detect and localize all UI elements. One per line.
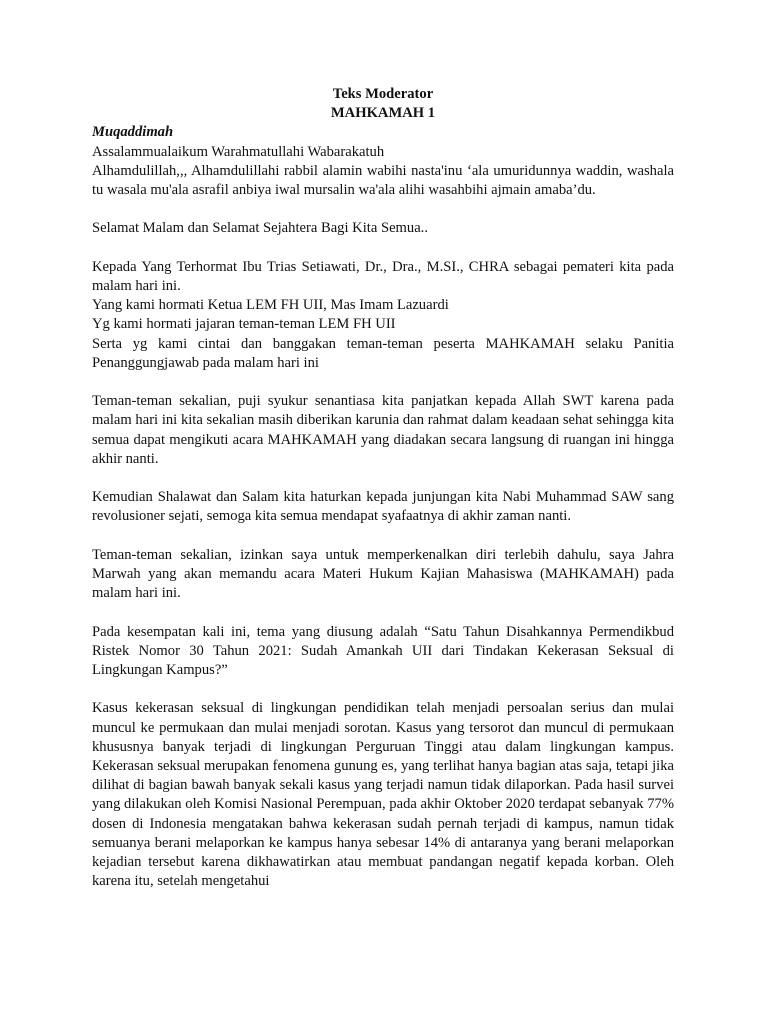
address-staff-line: Yg kami hormati jajaran teman-teman LEM FH UII: [92, 316, 396, 333]
shalawat-paragraph: Kemudian Shalawat dan Salam kita haturkan kepada junjungan kita Nabi Muhammad SAW sang revolusioner sejati, semoga kita semua mendapat syafaatnya di akhir zaman nanti.: [92, 489, 674, 525]
introduction-paragraph: Teman-teman sekalian, izinkan saya untuk memperkenalkan diri terlebih dahulu, saya Jahra Marwah yang akan memandu acara Materi Hukum Kajian Mahasiswa (MAHKAMAH) pada malam hari ini.: [92, 546, 674, 602]
address-chair-line: Yang kami hormati Ketua LEM FH UII, Mas Imam Lazuardi: [92, 297, 449, 314]
opening-prayer-paragraph: Alhamdulillah,,, Alhamdulillahi rabbil alamin wabihi nasta'inu ‘ala umuridunnya waddin, washala tu wasala mu'ala asrafil anbiya iwal mursalin wa'ala alihi wasahbihi ajmain amaba’du.: [92, 162, 674, 199]
document-subtitle: MAHKAMAH 1: [330, 105, 436, 122]
document-page: [92, 85, 674, 891]
theme-paragraph: Pada kesempatan kali ini, tema yang diusung adalah “Satu Tahun Disahkannya Permendikbud Ristek Nomor 30 Tahun 2021: Sudah Amankah UII dari Tindakan Kekerasan Seksual di Lingkungan Kampus?”: [92, 623, 674, 678]
document-title: Teks Moderator: [332, 86, 434, 102]
gratitude-paragraph: Teman-teman sekalian, puji syukur senantiasa kita panjatkan kepada Allah SWT karena pada malam hari ini kita sekalian masih diberikan karunia dan rahmat dalam keadaan sehat sehingga kita semua dapat mengikuti acara MAHKAMAH yang diadakan secara langsung di ruangan ini hingga akhir nanti.: [92, 393, 674, 467]
evening-greeting-paragraph: Selamat Malam dan Selamat Sejahtera Bagi Kita Semua..: [92, 220, 428, 237]
greeting-line: Assalammualaikum Warahmatullahi Wabarakatuh: [92, 143, 385, 160]
address-speaker-line: Kepada Yang Terhormat Ibu Trias Setiawati, Dr., Dra., M.SI., CHRA sebagai pemateri kita pada malam hari ini.: [92, 258, 674, 294]
address-participants-paragraph: Serta yg kami cintai dan banggakan teman-teman peserta MAHKAMAH selaku Panitia Penanggungjawab pada malam hari ini: [92, 335, 674, 371]
background-paragraph: Kasus kekerasan seksual di lingkungan pendidikan telah menjadi persoalan serius dan mulai muncul ke permukaan dan mulai menjadi sorotan. Kasus yang tersorot dan muncul di permukaan khususnya banyak terjadi di lingkungan Perguruan Tinggi atau dalam lingkungan kampus. Kekerasan seksual merupakan fenomena gunung es, yang terlihat hanya bagian atas saja, tetapi jika dilihat di bagian bawah banyak sekali kasus yang terjadi namun tidak dilaporkan. Pada hasil survei yang dilakukan oleh Komisi Nasional Perempuan, pada akhir Oktober 2020 terdapat sebanyak 77% dosen di Indonesia mengatakan bahwa kekerasan sudah pernah terjadi di kampus, namun tidak semuanya berani melaporkan ke kampus hanya sebesar 14% di antaranya yang berani melaporkan kejadian tersebut karena dikhawatirkan atau membuat pandangan negatif kepada korban. Oleh karena itu, setelah mengetahui: [92, 700, 674, 890]
section-heading: Muqaddimah: [92, 124, 174, 141]
